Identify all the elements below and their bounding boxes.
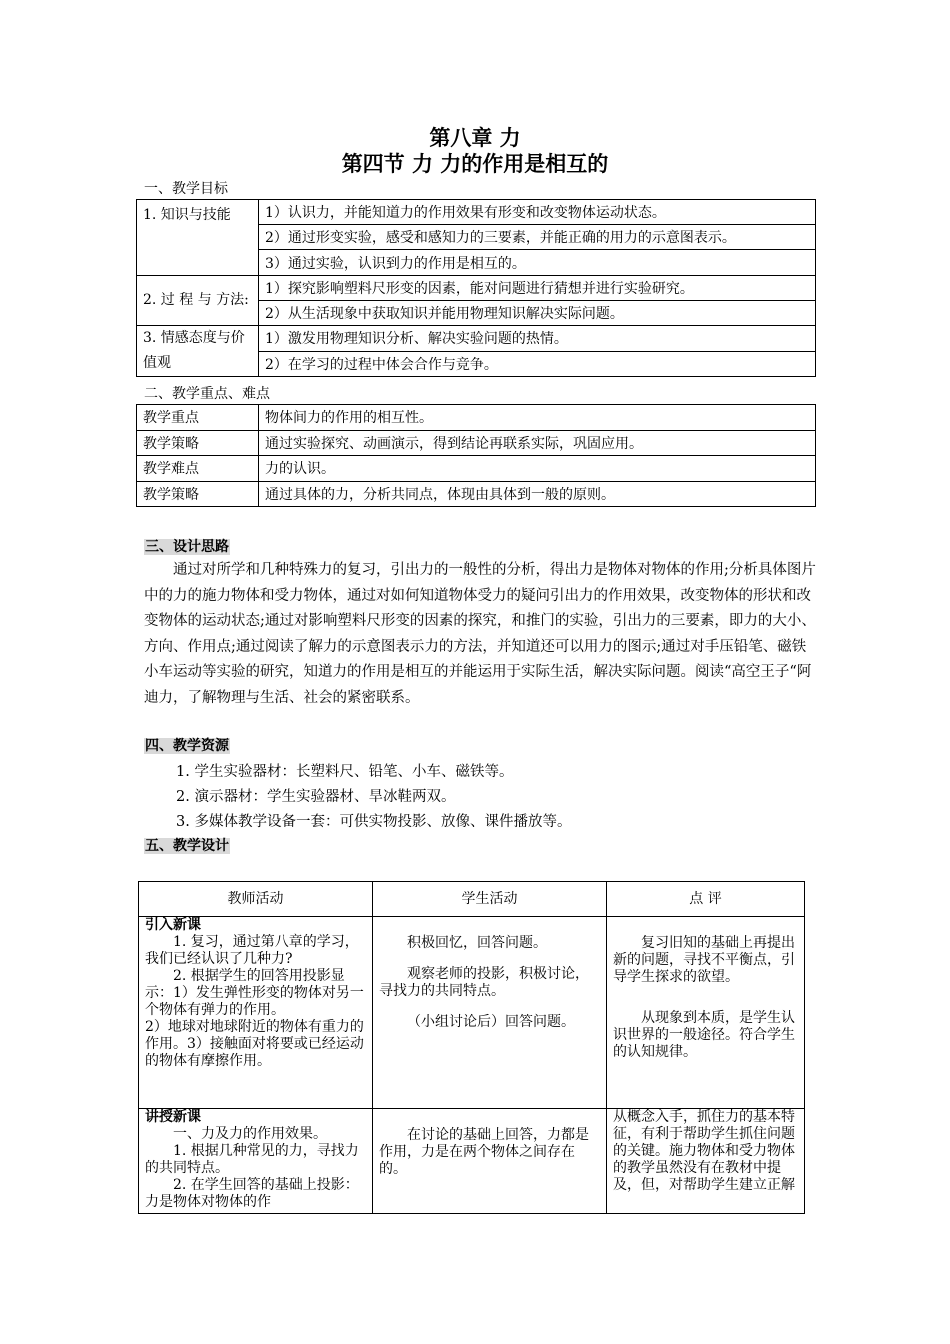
goals-category: 2. 过 程 与 方法: — [137, 276, 259, 326]
keypoint-value: 力的认识。 — [259, 456, 816, 482]
lesson-header-row — [139, 882, 805, 917]
design-heading-text: 三、设计思路 — [145, 539, 229, 555]
goals-table — [136, 199, 816, 377]
teacher-line: 1. 根据几种常见的力，寻找力的共同特点。 — [145, 1143, 359, 1176]
goals-category: 3. 情感态度与价值观 — [137, 326, 259, 377]
goals-item: 2）从生活现象中获取知识并能用物理知识解决实际问题。 — [259, 301, 816, 326]
teacher-line: 一、力及力的作用效果。 — [173, 1126, 327, 1142]
lesson-row-teach — [139, 1109, 805, 1214]
goals-item: 2）在学习的过程中体会合作与竞争。 — [259, 351, 816, 377]
section-title: 第四节 力 力的作用是相互的 — [341, 152, 609, 176]
keypoint-label: 教学重点 — [137, 405, 259, 431]
column-header: 点 评 — [607, 882, 805, 917]
column-header: 学生活动 — [373, 882, 607, 917]
keypoints-heading: 二、教学重点、难点 — [144, 386, 270, 402]
student-line: 观察老师的投影，积极讨论，寻找力的共同特点。 — [379, 966, 589, 999]
student-line: （小组讨论后）回答问题。 — [407, 1014, 575, 1030]
keypoints-table — [136, 404, 816, 507]
goals-item: 1）探究影响塑料尺形变的因素，能对问题进行猜想并进行实验研究。 — [259, 276, 816, 301]
lesson-heading-text: 五、教学设计 — [145, 838, 229, 854]
goals-item: 3）通过实验，认识到力的作用是相互的。 — [259, 250, 816, 276]
goals-category: 1. 知识与技能 — [137, 200, 259, 276]
resources-heading — [144, 735, 230, 755]
goals-heading: 一、教学目标 — [144, 181, 228, 197]
keypoint-label: 教学难点 — [137, 456, 259, 482]
comment-line: 从现象到本质，是学生认识世界的一般途径。符合学生的认知规律。 — [613, 1010, 795, 1060]
comment-line: 复习旧知的基础上再提出新的问题，寻找不平衡点，引导学生探求的欲望。 — [613, 935, 795, 985]
lesson-heading — [144, 835, 230, 855]
column-header: 教师活动 — [139, 882, 373, 917]
chapter-title: 第八章 力 — [429, 126, 521, 150]
resource-item: 1. 学生实验器材：长塑料尺、铅笔、小车、磁铁等。 — [176, 764, 514, 780]
teacher-section-title: 引入新课 — [145, 917, 201, 933]
resource-item: 3. 多媒体教学设备一套：可供实物投影、放像、课件播放等。 — [176, 814, 572, 830]
resources-heading-text: 四、教学资源 — [145, 738, 229, 754]
teacher-line: 1. 复习，通过第八章的学习，我们已经认识了几种力? — [145, 934, 359, 967]
lesson-table — [138, 881, 805, 1214]
design-paragraph: 通过对所学和几种特殊力的复习，引出力的一般性的分析，得出力是物体对物体的作用;分析具体图片中的力的施力物体和受力物体，通过对如何知道物体受力的疑问引出力的作用效果，改变物体的形状和改变物体的运动状态;通过对影响塑料尺形变的因素的探究，和推门的实验，引出力的三要素，即力的大小、方向、作用点;通过阅读了解力的示意图表示力的方法，并知道还可以用力的图示;通过对手压铅笔、磁铁小车运动等实验的研究，知道力的作用是相互的并能运用于实际生活，解决实际问题。阅读“高空王子“阿迪力，了解物理与生活、社会的紧密联系。 — [144, 562, 816, 706]
lesson-row-intro — [139, 917, 805, 1109]
keypoint-value: 通过具体的力，分析共同点，体现由具体到一般的原则。 — [259, 481, 816, 507]
teacher-line: 2）地球对地球附近的物体有重力的作用。3）接触面对将要或已经运动的物体有摩擦作用。 — [145, 1019, 364, 1069]
student-line: 积极回忆，回答问题。 — [407, 935, 547, 951]
teacher-section-title: 讲授新课 — [145, 1109, 201, 1125]
resource-item: 2. 演示器材：学生实验器材、旱冰鞋两双。 — [176, 789, 456, 805]
teacher-line: 2. 在学生回答的基础上投影：力是物体对物体的作 — [145, 1177, 359, 1210]
design-heading — [144, 536, 230, 556]
student-line: 在讨论的基础上回答，力都是作用，力是在两个物体之间存在的。 — [379, 1127, 589, 1177]
goals-item: 2）通过形变实验，感受和感知力的三要素，并能正确的用力的示意图表示。 — [259, 225, 816, 250]
teacher-line: 2. 根据学生的回答用投影显示：1）发生弹性形变的物体对另一个物体有弹力的作用。 — [145, 968, 364, 1018]
keypoint-label: 教学策略 — [137, 430, 259, 456]
comment-line: 从概念入手，抓住力的基本特征，有利于帮助学生抓住问题的关键。施力物体和受力物体的教学虽然没有在教材中提及，但，对帮助学生建立正解 — [613, 1109, 795, 1193]
goals-item: 1）认识力，并能知道力的作用效果有形变和改变物体运动状态。 — [259, 200, 816, 225]
goals-item: 1）激发用物理知识分析、解决实验问题的热情。 — [259, 326, 816, 352]
keypoint-value: 通过实验探究、动画演示，得到结论再联系实际，巩固应用。 — [259, 430, 816, 456]
keypoint-label: 教学策略 — [137, 481, 259, 507]
keypoint-value: 物体间力的作用的相互性。 — [259, 405, 816, 431]
